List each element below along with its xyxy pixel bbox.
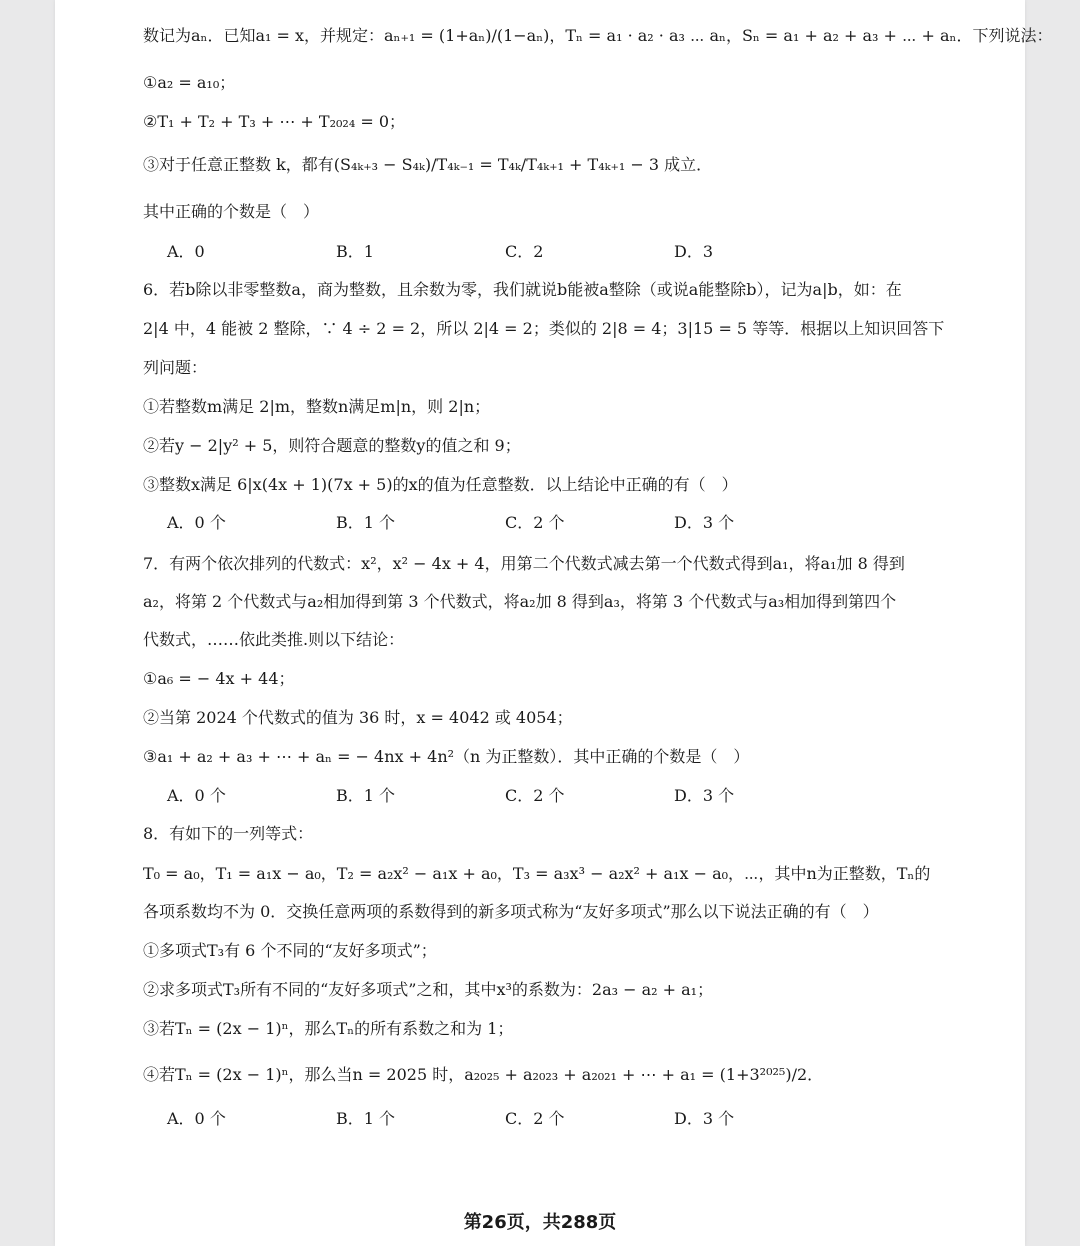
option-c: C．2 xyxy=(505,242,544,261)
option-b: B．1 xyxy=(336,242,374,261)
option-b: B．1 个 xyxy=(336,513,396,532)
option-b: B．1 个 xyxy=(336,786,396,805)
text-line: ④若Tₙ = (2x − 1)ⁿ，那么当n = 2025 时，a₂₀₂₅ + a₂₀₂₃ + a₂₀₂₁ + ⋯ + a₁ = (1+3²⁰²⁵)/2． xyxy=(143,1065,824,1084)
text-line: ②求多项式T₃所有不同的“友好多项式”之和，其中x³的系数为：2a₃ − a₂ + a₁； xyxy=(143,980,714,999)
option-a: A．0 个 xyxy=(167,513,226,532)
text-line: ③若Tₙ = (2x − 1)ⁿ，那么Tₙ的所有系数之和为 1； xyxy=(143,1019,514,1038)
text-line: ③整数x满足 6|x(4x + 1)(7x + 5)的x的值为任意整数．以上结论中正确的有（ ） xyxy=(143,475,738,494)
text-line: ②当第 2024 个代数式的值为 36 时，x = 4042 或 4054； xyxy=(143,708,573,727)
text-line: 7．有两个依次排列的代数式：x²，x² − 4x + 4，用第二个代数式减去第一个代数式得到a₁，将a₁加 8 得到 xyxy=(143,554,905,573)
text-line: 其中正确的个数是（ ） xyxy=(143,202,320,221)
answer-options xyxy=(167,240,843,264)
text-line: ①a₆ = − 4x + 44； xyxy=(143,669,295,688)
option-c: C．2 个 xyxy=(505,1109,565,1128)
option-b: B．1 个 xyxy=(336,1109,396,1128)
option-d: D．3 个 xyxy=(674,1109,735,1128)
option-d: D．3 个 xyxy=(674,513,735,532)
text-line: ②若y − 2|y² + 5，则符合题意的整数y的值之和 9； xyxy=(143,436,521,455)
text-line: ②T₁ + T₂ + T₃ + ⋯ + T₂₀₂₄ = 0； xyxy=(143,112,406,131)
text-line: 8．有如下的一列等式： xyxy=(143,824,314,843)
text-line: T₀ = a₀，T₁ = a₁x − a₀，T₂ = a₂x² − a₁x + a₀，T₃ = a₃x³ − a₂x² + a₁x − a₀，⋯，其中n为正整数，Tₙ的 xyxy=(143,864,931,883)
page-number-footer: 第26页，共288页 xyxy=(463,1212,617,1233)
text-line: 代数式，……依此类推.则以下结论： xyxy=(143,630,405,649)
text-line: 各项系数均不为 0．交换任意两项的系数得到的新多项式称为“友好多项式”那么以下说法正确的有（ ） xyxy=(143,902,879,921)
text-line: a₂，将第 2 个代数式与a₂相加得到第 3 个代数式，将a₂加 8 得到a₃，将第 3 个代数式与a₃相加得到第四个 xyxy=(143,592,897,611)
text-line: 列问题： xyxy=(143,358,208,377)
text-line: ①若整数m满足 2|m，整数n满足m|n，则 2|n； xyxy=(143,397,491,416)
text-line: 数记为aₙ．已知a₁ = x，并规定：aₙ₊₁ = (1+aₙ)/(1−aₙ)，Tₙ = a₁ · a₂ · a₃ ⋯ aₙ，Sₙ = a₁ + a₂ + a₃ + ⋯ + aₙ．下列说法： xyxy=(143,26,1053,45)
option-d: D．3 个 xyxy=(674,786,735,805)
option-a: A．0 xyxy=(167,242,205,261)
text-line: 2|4 中，4 能被 2 整除，∵ 4 ÷ 2 = 2，所以 2|4 = 2；类似的 2|8 = 4；3|15 = 5 等等．根据以上知识回答下 xyxy=(143,319,945,338)
text-line: ③对于任意正整数 k，都有(S₄ₖ₊₃ − S₄ₖ)/T₄ₖ₋₁ = T₄ₖ/T₄ₖ₊₁ + T₄ₖ₊₁ − 3 成立． xyxy=(143,155,713,174)
answer-options xyxy=(167,1107,843,1131)
text-line: 6．若b除以非零整数a，商为整数，且余数为零，我们就说b能被a整除（或说a能整除b），记为a|b，如：在 xyxy=(143,280,902,299)
answer-options xyxy=(167,784,843,808)
document-page xyxy=(55,0,1053,1246)
option-d: D．3 xyxy=(674,242,714,261)
option-c: C．2 个 xyxy=(505,786,565,805)
option-a: A．0 个 xyxy=(167,1109,226,1128)
text-line: ③a₁ + a₂ + a₃ + ⋯ + aₙ = − 4nx + 4n²（n 为正整数）．其中正确的个数是（ ） xyxy=(143,747,750,766)
option-a: A．0 个 xyxy=(167,786,226,805)
text-line: ①多项式T₃有 6 个不同的“友好多项式”； xyxy=(143,941,437,960)
option-c: C．2 个 xyxy=(505,513,565,532)
text-line: ①a₂ = a₁₀； xyxy=(143,73,236,92)
answer-options xyxy=(167,511,843,535)
